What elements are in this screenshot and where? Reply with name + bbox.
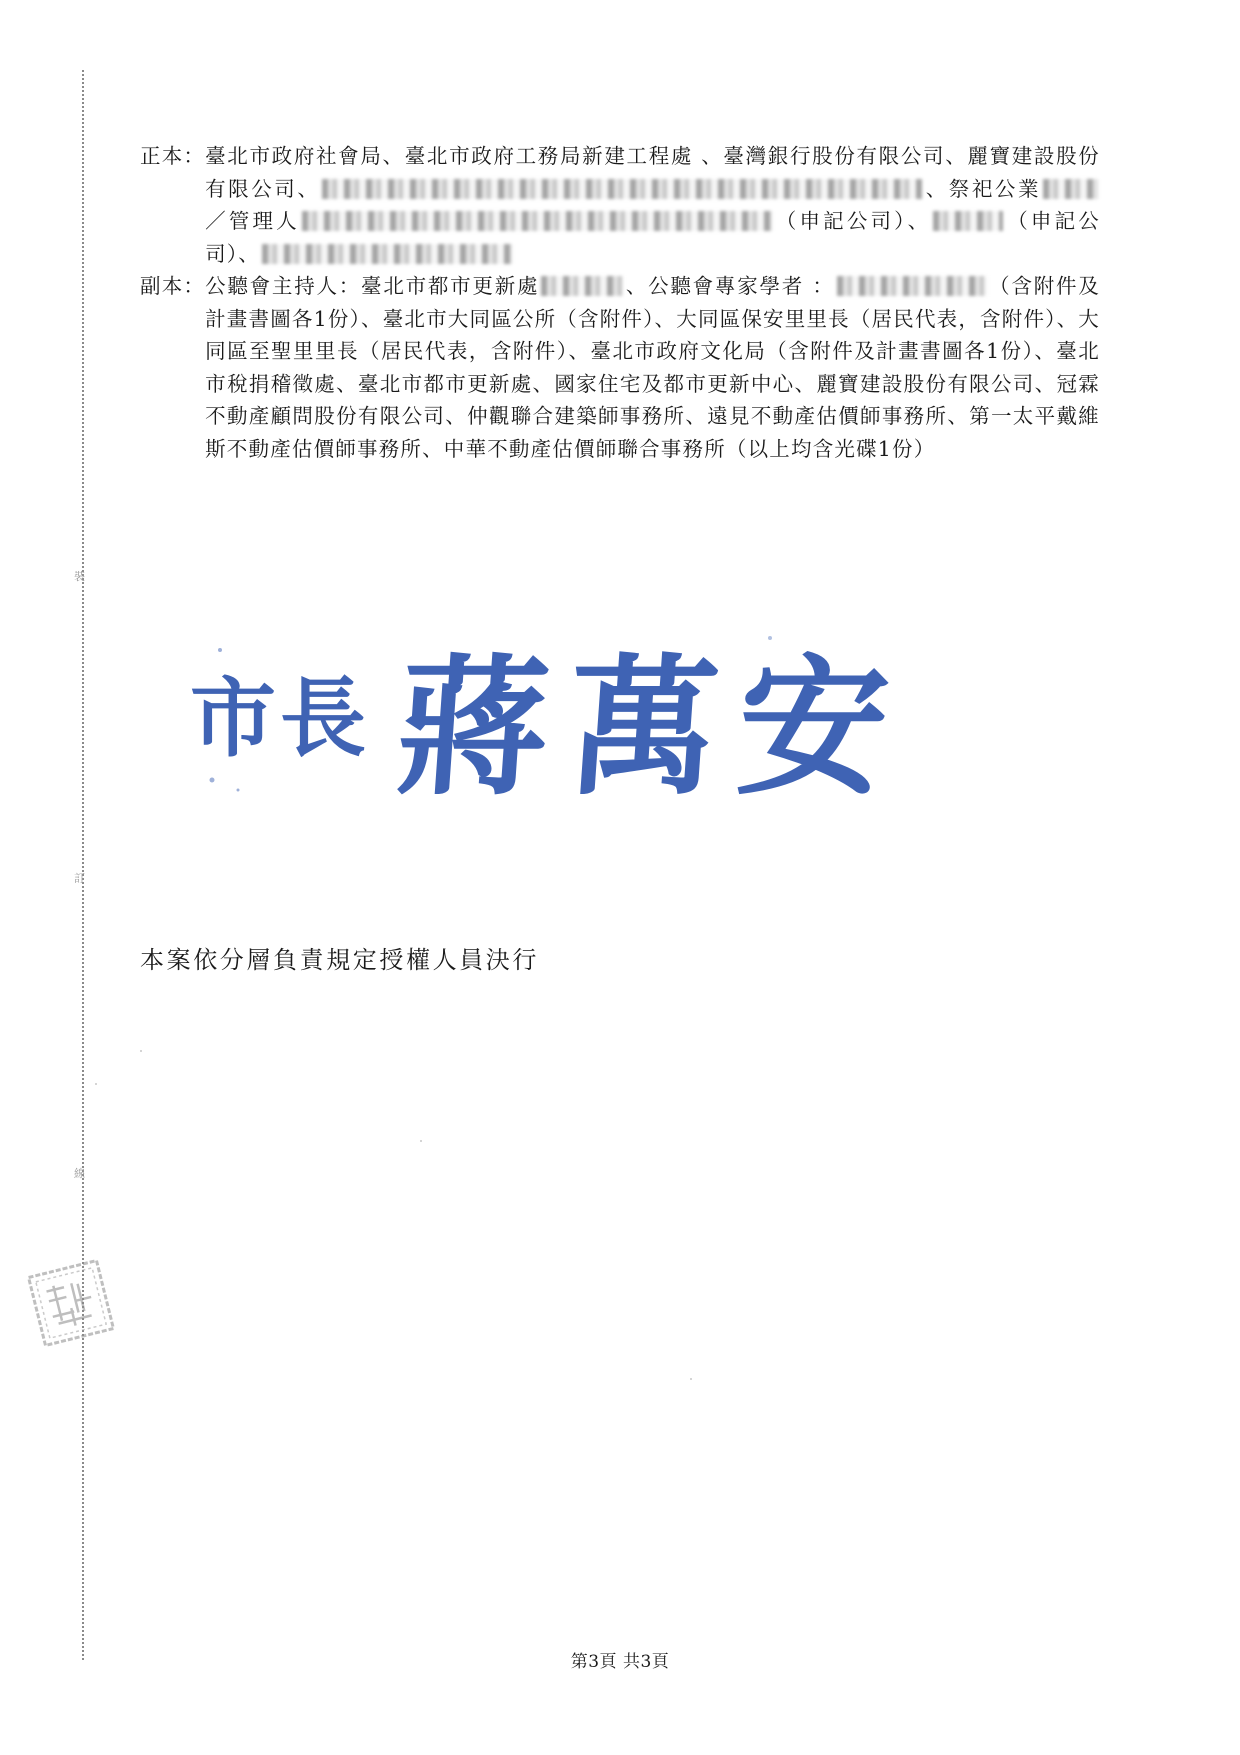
scan-speck	[420, 1140, 422, 1142]
primary-text-5: （申記公司）、	[205, 209, 1100, 266]
copy-recipients-text	[205, 270, 1100, 465]
ink-speck	[218, 648, 222, 652]
redacted-name	[1043, 179, 1098, 199]
delegation-statement: 本案依分層負責規定授權人員決行	[140, 946, 539, 974]
binding-mark-xian: 線	[74, 1167, 85, 1180]
redacted-name	[302, 211, 772, 231]
ink-speck	[768, 636, 772, 640]
binding-line	[82, 70, 84, 1660]
recipients-block	[140, 140, 1100, 465]
scan-speck	[140, 1050, 142, 1052]
primary-text-2: 、祭祀公業	[924, 176, 1042, 201]
primary-text-4: （申記公司）、	[773, 209, 932, 233]
official-seal	[21, 1253, 120, 1352]
scan-speck	[690, 1378, 692, 1380]
copies-text-2: 、公聽會專家學者 ：	[625, 274, 835, 298]
primary-recipients-text	[205, 140, 1100, 270]
signature-title-text: 市長	[190, 668, 370, 769]
primary-text-3: ／管理人	[205, 209, 300, 233]
copy-recipients	[140, 270, 1100, 465]
copies-text-1: 公聽會主持人：臺北市都市更新處	[205, 274, 540, 298]
signature-name-text: 蔣萬安	[391, 640, 915, 816]
redacted-name	[262, 244, 512, 264]
primary-text-1: 臺北市政府社會局、臺北市政府工務局新建工程處 、臺灣銀行股份有限公司、麗寶建設股份有限公司、	[205, 144, 1100, 201]
scan-speck	[95, 1083, 97, 1085]
binding-mark-ding: 訂	[74, 872, 85, 885]
copies-label: 副本：	[140, 274, 206, 298]
redacted-name	[933, 211, 1003, 231]
primary-label: 正本：	[140, 144, 206, 168]
redacted-name	[541, 276, 623, 296]
ink-speck	[210, 778, 215, 783]
page-number: 第3頁 共3頁	[570, 1652, 670, 1672]
binding-mark-zhuang: 裝	[74, 570, 85, 583]
copies-text-3: （含附件及計畫書圖各1份）、臺北市大同區公所（含附件）、大同區保安里里長（居民代表，含附件）、大同區至聖里里長（居民代表，含附件）、臺北市政府文化局（含附件及計畫書圖各1份）、臺北市稅捐稽徵處、臺北市都市更新處、國家住宅及都市更新中心、麗寶建設股份有限公司、冠霖不動產顧問股份有限公司、仲觀聯合建築師事務所、遠見不動產估價師事務所、第一太平戴維斯不動產估價師事務所、中華不動產估價師聯合事務所（以上均含光碟1份）	[205, 274, 1100, 461]
seal-image	[21, 1253, 120, 1352]
redacted-name	[322, 179, 922, 199]
signature-image	[190, 630, 1010, 820]
mayor-signature	[190, 630, 1010, 820]
ink-speck	[237, 789, 240, 792]
primary-recipients	[140, 140, 1100, 270]
redacted-name	[837, 276, 987, 296]
